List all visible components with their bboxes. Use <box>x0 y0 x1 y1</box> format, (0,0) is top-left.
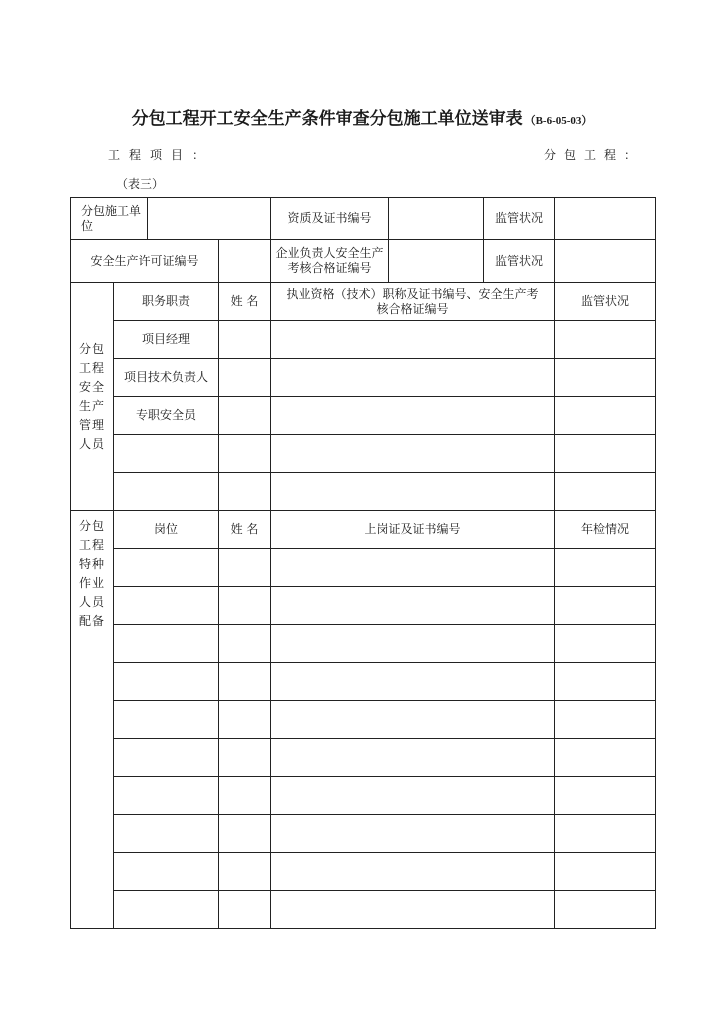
special-row <box>71 777 656 815</box>
management-header-row <box>71 283 656 321</box>
inspection-header: 年检情况 <box>581 522 630 536</box>
management-row <box>71 473 656 511</box>
post-cell[interactable] <box>114 739 219 777</box>
cert-header: 执业资格（技术）职称及证书编号、安全生产考核合格证编号 <box>286 286 539 316</box>
special-row <box>71 853 656 891</box>
supervision-value-cell-1[interactable] <box>555 198 656 240</box>
role-project-manager: 项目经理 <box>142 332 191 346</box>
leader-cert-value-cell[interactable] <box>389 240 484 283</box>
col-name-header <box>219 511 271 549</box>
special-side-label: 分包工程特种作业人员配备 <box>79 519 106 628</box>
name-cell[interactable] <box>219 777 271 815</box>
safety-permit-value-cell[interactable] <box>219 240 271 283</box>
name-cell[interactable] <box>219 397 271 435</box>
role-technical-lead: 项目技术负责人 <box>124 370 209 384</box>
cert-cell[interactable] <box>271 549 555 587</box>
status-header: 监管状况 <box>581 294 630 308</box>
role-cell[interactable] <box>114 435 219 473</box>
post-cell[interactable] <box>114 663 219 701</box>
cert-cell[interactable] <box>271 853 555 891</box>
cert-cell[interactable] <box>271 625 555 663</box>
cert-cell[interactable] <box>271 739 555 777</box>
leader-cert-label: 企业负责人安全生产考核合格证编号 <box>275 246 384 275</box>
col-role-header <box>114 283 219 321</box>
post-cell[interactable] <box>114 587 219 625</box>
inspection-cell[interactable] <box>555 663 656 701</box>
safety-permit-label-cell <box>71 240 219 283</box>
cert-cell[interactable] <box>271 587 555 625</box>
supervision-label-cell-2 <box>484 240 555 283</box>
cert-cell[interactable] <box>271 777 555 815</box>
role-safety-officer: 专职安全员 <box>136 408 197 422</box>
col-cert-header <box>271 511 555 549</box>
inspection-cell[interactable] <box>555 701 656 739</box>
management-side-label-cell <box>71 283 114 511</box>
inspection-cell[interactable] <box>555 549 656 587</box>
cert-header: 上岗证及证书编号 <box>364 522 461 536</box>
special-row <box>71 815 656 853</box>
post-cell[interactable] <box>114 625 219 663</box>
management-row <box>71 397 656 435</box>
subproject-label: 分包工程： <box>543 148 644 162</box>
special-row <box>71 891 656 929</box>
form-code: （B-6-05-03） <box>524 115 593 127</box>
safety-permit-label: 安全生产许可证编号 <box>90 253 199 268</box>
name-cell[interactable] <box>219 473 271 511</box>
cert-cell[interactable] <box>271 701 555 739</box>
name-cell[interactable] <box>219 549 271 587</box>
inspection-cell[interactable] <box>555 777 656 815</box>
cert-cell[interactable] <box>271 435 555 473</box>
name-header: 姓 名 <box>230 522 259 536</box>
post-cell[interactable] <box>114 815 219 853</box>
name-cell[interactable] <box>219 625 271 663</box>
status-cell[interactable] <box>555 435 656 473</box>
name-cell[interactable] <box>219 663 271 701</box>
col-status-header <box>555 283 656 321</box>
name-cell[interactable] <box>219 701 271 739</box>
role-cell <box>114 397 219 435</box>
supervision-status-label-1: 监管状况 <box>495 211 544 225</box>
qualification-value-cell[interactable] <box>389 198 484 240</box>
status-cell[interactable] <box>555 397 656 435</box>
name-cell[interactable] <box>219 815 271 853</box>
inspection-cell[interactable] <box>555 853 656 891</box>
leader-cert-label-cell <box>271 240 389 283</box>
inspection-cell[interactable] <box>555 625 656 663</box>
inspection-cell[interactable] <box>555 587 656 625</box>
role-cell[interactable] <box>114 473 219 511</box>
status-cell[interactable] <box>555 473 656 511</box>
special-row <box>71 587 656 625</box>
header-row-unit <box>71 198 656 240</box>
special-row <box>71 739 656 777</box>
post-cell[interactable] <box>114 549 219 587</box>
unit-value-cell[interactable] <box>148 198 271 240</box>
qualification-label-cell <box>271 198 389 240</box>
name-header: 姓 名 <box>230 294 259 308</box>
cert-cell[interactable] <box>271 891 555 929</box>
special-row <box>71 625 656 663</box>
inspection-cell[interactable] <box>555 891 656 929</box>
col-post-header <box>114 511 219 549</box>
special-header-row <box>71 511 656 549</box>
post-cell[interactable] <box>114 853 219 891</box>
cert-cell[interactable] <box>271 663 555 701</box>
unit-label: 分包施工单 位 <box>81 203 142 233</box>
supervision-label-cell-1 <box>484 198 555 240</box>
management-row <box>71 359 656 397</box>
special-row <box>71 549 656 587</box>
col-name-header <box>219 283 271 321</box>
role-header: 职务职责 <box>142 294 191 308</box>
name-cell[interactable] <box>219 587 271 625</box>
cert-cell[interactable] <box>271 359 555 397</box>
name-cell[interactable] <box>219 359 271 397</box>
name-cell[interactable] <box>219 739 271 777</box>
name-cell[interactable] <box>219 853 271 891</box>
post-cell[interactable] <box>114 701 219 739</box>
status-cell[interactable] <box>555 321 656 359</box>
cert-cell[interactable] <box>271 321 555 359</box>
document-title <box>0 104 724 129</box>
table-note: （表三） <box>116 177 165 191</box>
management-row <box>71 435 656 473</box>
supervision-status-label-2: 监管状况 <box>495 253 544 268</box>
special-side-label-cell <box>71 511 114 929</box>
role-cell <box>114 321 219 359</box>
name-cell[interactable] <box>219 435 271 473</box>
col-inspection-header <box>555 511 656 549</box>
cert-cell[interactable] <box>271 397 555 435</box>
status-cell[interactable] <box>555 359 656 397</box>
review-form-table <box>70 197 656 929</box>
special-row <box>71 701 656 739</box>
cert-cell[interactable] <box>271 815 555 853</box>
post-cell[interactable] <box>114 891 219 929</box>
post-cell[interactable] <box>114 777 219 815</box>
unit-label-cell <box>71 198 148 240</box>
inspection-cell[interactable] <box>555 815 656 853</box>
cert-cell[interactable] <box>271 473 555 511</box>
col-cert-header <box>271 283 555 321</box>
qualification-label: 资质及证书编号 <box>287 211 372 225</box>
management-side-label: 分包工程安全生产管理人员 <box>79 341 106 451</box>
name-cell[interactable] <box>219 321 271 359</box>
management-row <box>71 321 656 359</box>
project-label: 工程项目： <box>108 148 214 162</box>
header-row-permit <box>71 240 656 283</box>
role-cell <box>114 359 219 397</box>
supervision-value-cell-2[interactable] <box>555 240 656 283</box>
post-header: 岗位 <box>154 522 179 536</box>
inspection-cell[interactable] <box>555 739 656 777</box>
special-row <box>71 663 656 701</box>
name-cell[interactable] <box>219 891 271 929</box>
title-main: 分包工程开工安全生产条件审查分包施工单位送审表 <box>131 109 523 129</box>
